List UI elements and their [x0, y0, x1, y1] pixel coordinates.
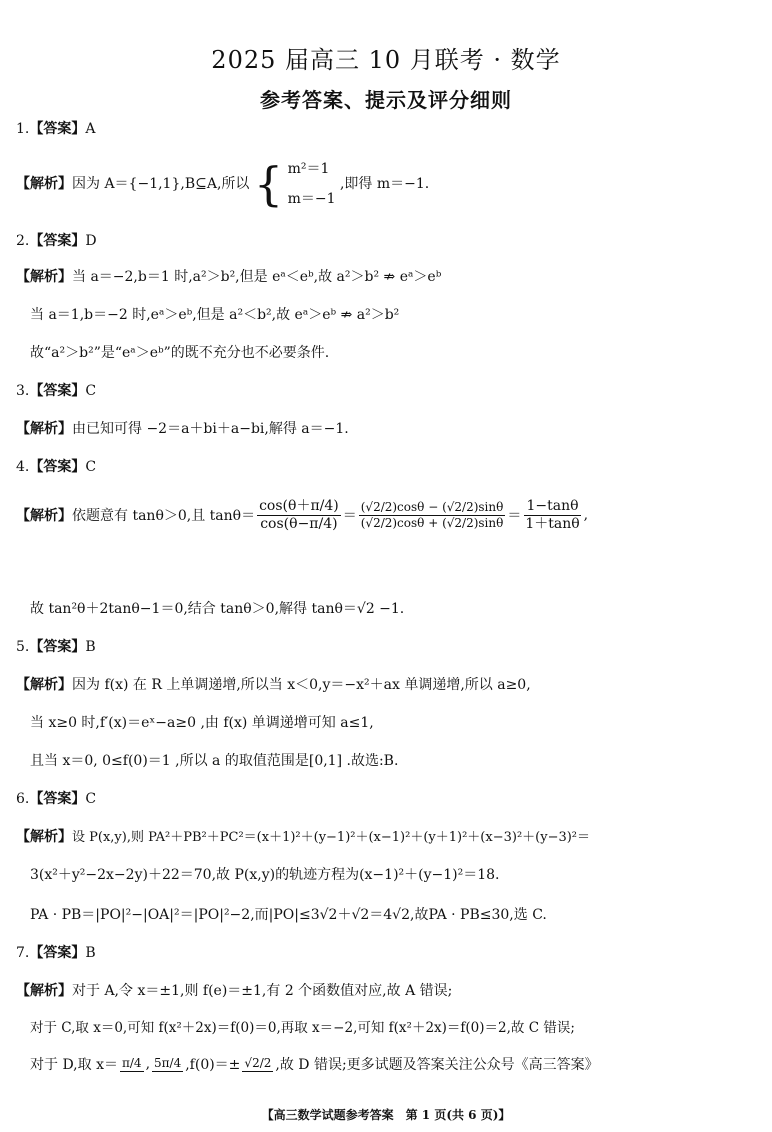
q7-answer-line — [16, 942, 96, 962]
equals-sign: ＝ — [342, 508, 357, 525]
q4-fraction-3-numerator: 1−tanθ — [526, 498, 579, 514]
document-subtitle: 参考答案、提示及评分细则 — [260, 88, 512, 112]
q7-analysis-line-1 — [16, 980, 452, 1000]
analysis-label: 【解析】 — [16, 176, 72, 192]
q4-fraction-2 — [359, 500, 506, 530]
q4-analysis-pre: 依题意有 tanθ＞0,且 tanθ＝ — [72, 508, 256, 525]
answer-label: 【答案】 — [29, 233, 86, 249]
analysis-label: 【解析】 — [16, 421, 72, 437]
q7-x1: π/4 — [121, 1056, 142, 1071]
answer-label: 【答案】 — [29, 383, 86, 399]
q2-number: 2. — [16, 233, 30, 249]
q1-number: 1. — [16, 121, 30, 137]
q6-line-1: 设 P(x,y),则 PA²＋PB²＋PC²＝(x＋1)²＋(y−1)²＋(x−1)²＋(y＋1)²＋(x−3)²＋(y−3)²＝ — [72, 830, 591, 845]
q1-answer: A — [85, 121, 96, 137]
q5-line-3: 且当 x＝0, 0≤f(0)＝1 ,所以 a 的取值范围是[0,1] .故选:B. — [30, 753, 399, 769]
q7-answer: B — [85, 945, 96, 961]
q7-line-3-post: ,故 D 错误;更多试题及答案关注公众号《高三答案》 — [275, 1057, 599, 1073]
q7-number: 7. — [16, 945, 30, 961]
q1-equation-system — [288, 154, 336, 214]
q7-x2: 5π/4 — [154, 1056, 182, 1071]
q6-answer-line — [16, 788, 96, 808]
answer-label: 【答案】 — [29, 459, 86, 475]
q4-fraction-2-denominator: (√2/2)cosθ + (√2/2)sinθ — [360, 515, 504, 530]
q5-answer: B — [85, 639, 96, 655]
q1-answer-line — [16, 118, 95, 138]
q3-number: 3. — [16, 383, 30, 399]
q6-line-3: PA · PB＝|PO|²−|OA|²＝|PO|²−2,而|PO|≤3√2＋√2＝4√2,故PA · PB≤30,选 C. — [30, 907, 547, 923]
q4-fraction-1-denominator: cos(θ−π/4) — [260, 515, 338, 532]
q1-system-top: m²＝1 — [287, 161, 330, 177]
answer-label: 【答案】 — [29, 791, 86, 807]
q6-analysis-line-1 — [16, 826, 590, 846]
q1-analysis-post: ,即得 m＝−1. — [339, 176, 430, 192]
q2-answer-line — [16, 230, 97, 250]
answer-label: 【答案】 — [29, 121, 86, 137]
analysis-label: 【解析】 — [16, 983, 72, 999]
q3-answer-line — [16, 380, 96, 400]
q4-answer: C — [85, 459, 97, 475]
comma: , — [583, 507, 589, 524]
q6-line-2: 3(x²＋y²−2x−2y)＋22＝70,故 P(x,y)的轨迹方程为(x−1)²＋(y−1)²＝18. — [30, 867, 500, 883]
comma: , — [145, 1056, 151, 1072]
analysis-label: 【解析】 — [16, 829, 72, 845]
q5-line-1: 因为 f(x) 在 R 上单调递增,所以当 x＜0,y＝−x²＋ax 单调递增,所以 a≥0, — [72, 677, 531, 693]
q2-line-3: 故“a²＞b²”是“eᵃ＞eᵇ”的既不充分也不必要条件. — [30, 345, 330, 361]
q7-line-3 — [30, 1054, 599, 1074]
q4-fraction-3 — [523, 498, 581, 533]
q3-answer: C — [85, 383, 97, 399]
analysis-label: 【解析】 — [16, 269, 72, 285]
analysis-label: 【解析】 — [16, 508, 72, 525]
q7-line-3-mid: ,f(0)＝± — [185, 1057, 241, 1073]
q4-fraction-3-denominator: 1＋tanθ — [525, 515, 580, 532]
q4-fraction-1-numerator: cos(θ＋π/4) — [259, 498, 339, 514]
q1-system-bottom: m＝−1 — [287, 191, 336, 207]
q4-number: 4. — [16, 459, 30, 475]
left-brace-icon: { — [253, 157, 284, 211]
q2-answer: D — [85, 233, 97, 249]
equals-sign: ＝ — [507, 508, 522, 525]
q7-value: √2/2 — [244, 1056, 272, 1071]
q7-line-2: 对于 C,取 x＝0,可知 f(x²＋2x)＝f(0)＝0,再取 x＝−2,可知 f(x²＋2x)＝f(0)＝2,故 C 错误; — [30, 1020, 575, 1036]
answer-label: 【答案】 — [29, 639, 86, 655]
q5-line-2: 当 x≥0 时,f′(x)＝eˣ−a≥0 ,由 f(x) 单调递增可知 a≤1, — [30, 715, 374, 731]
q6-answer: C — [85, 791, 97, 807]
q4-line-2: 故 tan²θ＋2tanθ−1＝0,结合 tanθ＞0,解得 tanθ＝√2 −1. — [30, 601, 405, 617]
q4-fraction-1 — [257, 498, 341, 533]
q7-line-3-pre: 对于 D,取 x＝ — [30, 1057, 118, 1073]
q7-x1-fraction — [120, 1056, 144, 1071]
q1-analysis-pre: 因为 A＝{−1,1},B⊆A,所以 — [72, 176, 250, 192]
q3-analysis-line-1 — [16, 418, 349, 438]
page-footer: 【高三数学试题参考答案 第 1 页(共 6 页)】 — [261, 1108, 511, 1122]
q5-answer-line — [16, 636, 96, 656]
q7-line-1: 对于 A,令 x＝±1,则 f(e)＝±1,有 2 个函数值对应,故 A 错误; — [72, 983, 453, 999]
q1-analysis — [16, 154, 429, 214]
q5-analysis-line-1 — [16, 674, 531, 694]
q3-line-1: 由已知可得 −2＝a＋bi＋a−bi,解得 a＝−1. — [72, 421, 349, 437]
q6-number: 6. — [16, 791, 30, 807]
q7-value-fraction — [242, 1056, 273, 1071]
q2-line-2: 当 a＝1,b＝−2 时,eᵃ＞eᵇ,但是 a²＜b²,故 eᵃ＞eᵇ ⇏ a²＞b² — [30, 307, 400, 323]
q5-number: 5. — [16, 639, 30, 655]
analysis-label: 【解析】 — [16, 677, 72, 693]
q4-answer-line — [16, 456, 96, 476]
q4-analysis — [16, 498, 588, 533]
q2-line-1: 当 a＝−2,b＝1 时,a²＞b²,但是 eᵃ＜eᵇ,故 a²＞b² ⇏ eᵃ＞eᵇ — [72, 269, 442, 285]
document-title: 2025 届高三 10 月联考 · 数学 — [211, 46, 561, 74]
answer-label: 【答案】 — [29, 945, 86, 961]
q4-fraction-2-numerator: (√2/2)cosθ − (√2/2)sinθ — [360, 500, 504, 515]
q7-x2-fraction — [152, 1056, 183, 1071]
q2-analysis-line-1 — [16, 266, 441, 286]
